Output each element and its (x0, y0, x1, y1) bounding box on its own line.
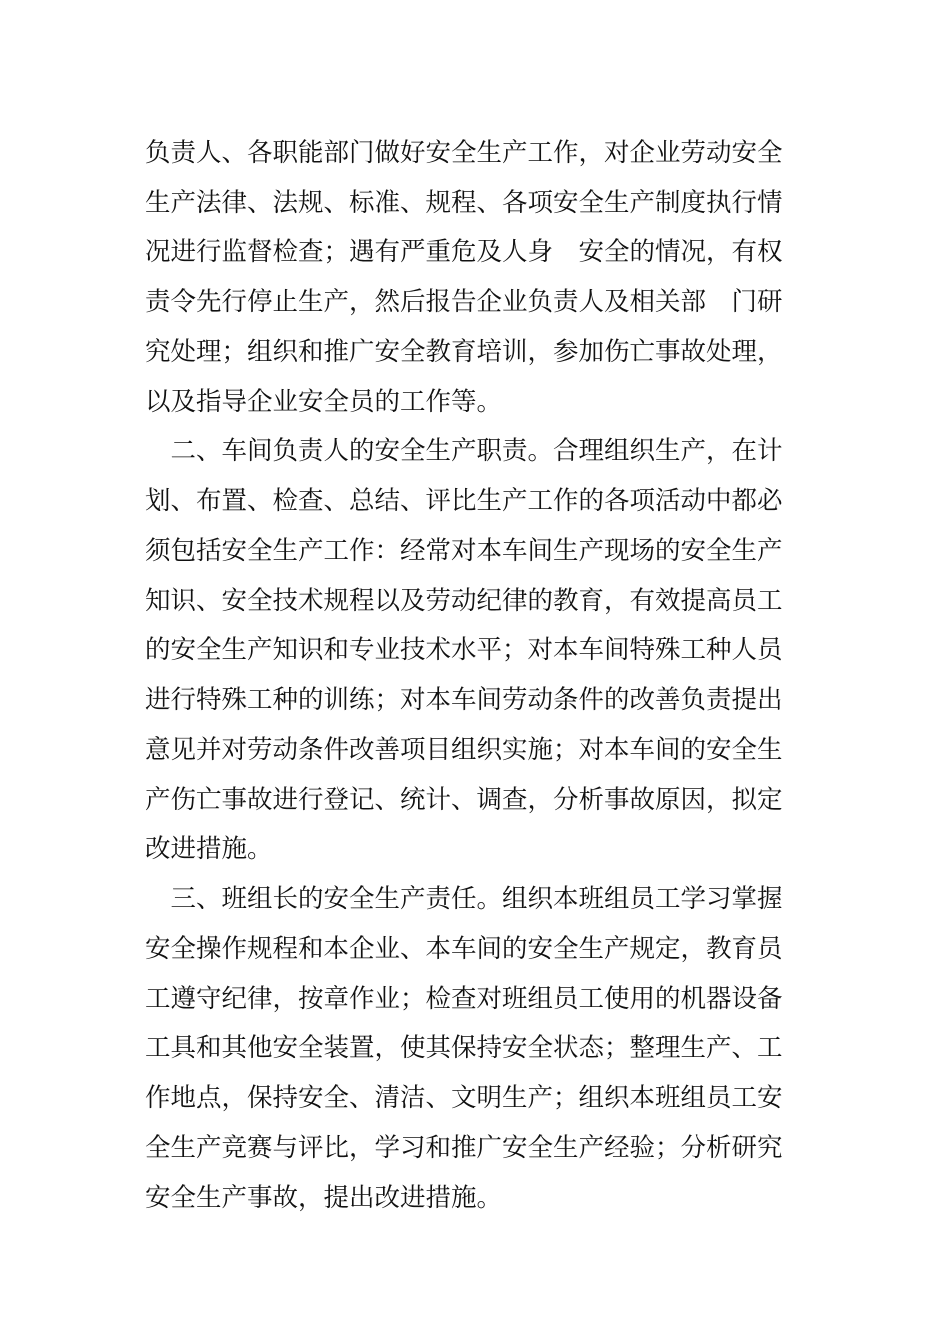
text-line: 况进行监督检查；遇有严重危及人身 安全的情况，有权 (145, 237, 783, 267)
text-line: 知识、安全技术规程以及劳动纪律的教育，有效提高员工 (145, 586, 783, 616)
text-line: 全生产竞赛与评比，学习和推广安全生产经验；分析研究 (145, 1133, 783, 1163)
text-line: 产伤亡事故进行登记、统计、调查，分析事故原因，拟定 (145, 785, 783, 815)
text-line: 的安全生产知识和专业技术水平；对本车间特殊工种人员 (145, 635, 783, 665)
text-line: 二、车间负责人的安全生产职责。合理组织生产，在计 (145, 436, 783, 466)
text-line: 进行特殊工种的训练；对本车间劳动条件的改善负责提出 (145, 685, 783, 715)
text-line: 三、班组长的安全生产责任。组织本班组员工学习掌握 (145, 884, 783, 914)
text-line: 作地点，保持安全、清洁、文明生产；组织本班组员工安 (145, 1083, 783, 1113)
text-line: 负责人、各职能部门做好安全生产工作，对企业劳动安全 (145, 138, 783, 168)
text-line: 以及指导企业安全员的工作等。 (145, 387, 503, 417)
text-line: 改进措施。 (145, 834, 273, 864)
text-line: 安全生产事故，提出改进措施。 (145, 1183, 503, 1213)
text-line: 安全操作规程和本企业、本车间的安全生产规定，教育员 (145, 934, 783, 964)
text-line: 须包括安全生产工作：经常对本车间生产现场的安全生产 (145, 536, 783, 566)
text-line: 工具和其他安全装置，使其保持安全状态；整理生产、工 (145, 1033, 783, 1063)
text-line: 究处理；组织和推广安全教育培训，参加伤亡事故处理， (145, 337, 783, 367)
text-line: 意见并对劳动条件改善项目组织实施；对本车间的安全生 (145, 735, 783, 765)
text-line: 划、布置、检查、总结、评比生产工作的各项活动中都必 (145, 486, 783, 516)
text-line: 责令先行停止生产，然后报告企业负责人及相关部 门研 (145, 287, 783, 317)
text-line: 工遵守纪律，按章作业；检查对班组员工使用的机器设备 (145, 984, 783, 1014)
text-line: 生产法律、法规、标准、规程、各项安全生产制度执行情 (145, 188, 783, 218)
